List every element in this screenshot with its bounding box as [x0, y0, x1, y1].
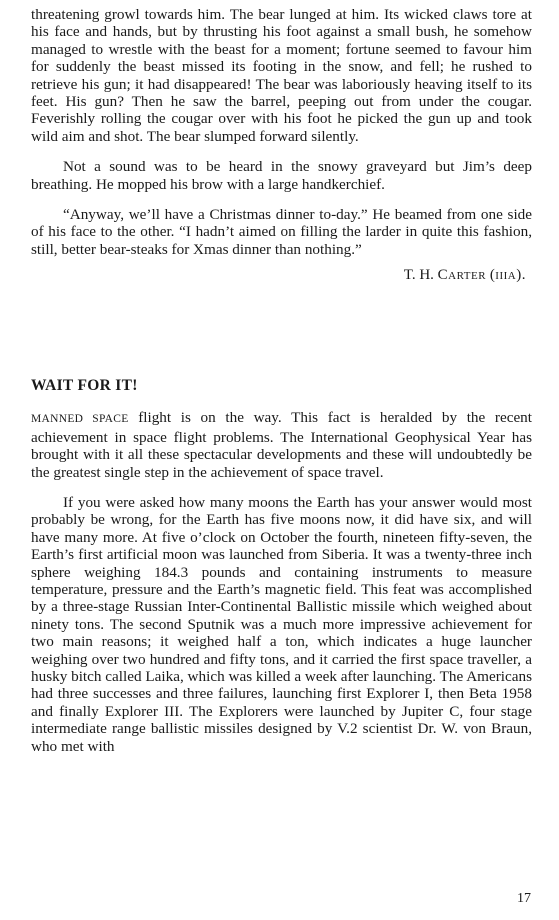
author-form: (iiia). — [489, 267, 526, 284]
article-title: WAIT FOR IT! — [31, 377, 138, 395]
lead-in-rest: flight is on the way. This fact is heralded by the recent achievement in space flight problems. The International Geophysical Year has brought with it all these spectacular developments and these will undoubtedly be the greatest single step in the achievement of space travel. — [31, 409, 532, 481]
story-paragraph-2: Not a sound was to be heard in the snowy graveyard but Jim’s deep breathing. He mopped his brow with a large handkerchief. — [31, 158, 532, 193]
article-paragraph-1 — [31, 409, 532, 481]
page-number: 17 — [517, 891, 531, 906]
lead-in-caps: MANNED SPACE — [31, 413, 129, 426]
page-content — [31, 6, 532, 755]
story-paragraph-1: threatening growl towards him. The bear lunged at him. Its wicked claws tore at his face and hands, but by thrusting his foot against a small bush, he somehow managed to wrestle with the beast for a moment; fortune seemed to favour him for suddenly the beast missed its footing in the snow, and fell; he rushed to retrieve his gun; it had disappeared! The bear was laboriously heaving itself to its feet. His gun? Then he saw the barrel, peeping out from under the cougar. Feverishly rolling the cougar over with his foot he picked the gun up and took wild aim and shot. The bear slumped forward silently. — [31, 6, 532, 145]
story-paragraph-3: “Anyway, we’ll have a Christmas dinner to-day.” He beamed from one side of his face to the other. “I hadn’t aimed on filling the larder in quite this fashion, still, better bear-steaks for Xmas dinner than nothing.” — [31, 206, 532, 258]
author-initials: T. H. — [403, 267, 438, 284]
article-paragraph-2: If you were asked how many moons the Earth has your answer would most probably be wrong, for the Earth has five moons now, it did have six, and will have many more. At five o’clock on October the fourth, nineteen fifty-seven, the Earth’s first artificial moon was launched from Siberia. It was a twenty-three inch sphere weighing 184.3 pounds and containing instruments to measure temperature, pressure and the Earth’s magnetic field. This feat was accomplished by a three-stage Russian Inter-Continental Ballistic missile which weighed about ninety tons. The second Sputnik was a much more impressive achievement for two main reasons; it weighed half a ton, which indicates a huge launcher weighing over two hundred and fifty tons, and it carried the first space traveller, a husky bitch called Laika, which was killed a week after launching. The Americans had three successes and three failures, launching first Explorer I, then Beta 1958 and finally Explorer III. The Explorers were launched by Jupiter C, four stage intermediate range ballistic missiles designed by V.2 scientist Dr. W. von Braun, who met with — [31, 493, 532, 755]
author-surname: Carter — [437, 267, 487, 284]
author-signature — [31, 266, 532, 284]
